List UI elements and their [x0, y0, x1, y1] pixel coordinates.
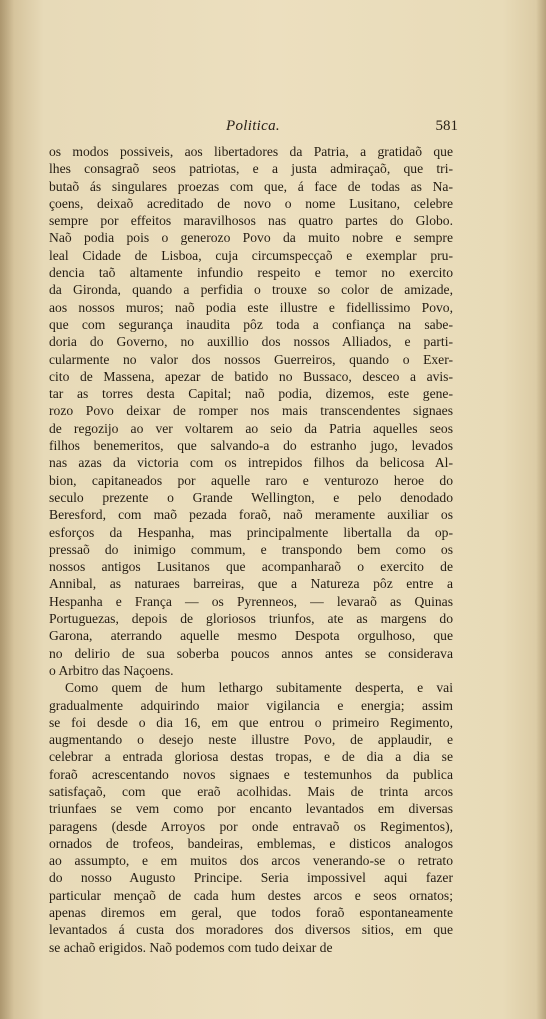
text-line: nossos antigos Lusitanos que acompanharaõ o exercito de: [49, 559, 453, 575]
paragraph: [49, 143, 453, 679]
text-line: Naõ podia pois o generozo Povo da muito nobre e sempre: [49, 230, 453, 246]
page-edge-shadow: [536, 0, 546, 1019]
text-line: seculo prezente o Grande Wellington, e pelo denodado: [49, 489, 453, 505]
text-line: ao assumpto, e em muitos dos arcos venerando-se o retrato: [49, 853, 453, 869]
text-line: Hespanha e França — os Pyrenneos, — levaraõ as Quinas: [49, 593, 453, 609]
text-line: çoens, deixaõ acreditado de novo o nome Lusitano, celebre: [49, 195, 453, 211]
page-number: 581: [435, 118, 458, 134]
text-line: filhos benemeritos, que salvando-a do estranho jugo, levados: [49, 438, 453, 454]
text-line: dencia taõ altamente infundio respeito e temor no exercito: [49, 265, 453, 281]
text-line: nas azas da victoria com os intrepidos filhos da belicosa Al-: [49, 455, 453, 471]
text-line: celebrar a entrada gloriosa destas tropas, e de dia a dia se: [49, 749, 453, 765]
text-line: gradualmente adquirindo maior vigilancia e energia; assim: [49, 697, 453, 713]
text-line: paragens (desde Arroyos por onde entravaõ os Regimentos),: [49, 818, 453, 834]
text-line: cito de Massena, apezar de batido no Bussaco, desceo a avis-: [49, 368, 453, 384]
text-line: se achaõ erigidos. Naõ podemos com tudo deixar de: [49, 939, 333, 955]
text-line: butaõ ás singulares proezas com que, á face de todas as Na-: [49, 178, 453, 194]
text-line: de regozijo ao ver voltarem ao seio da Patria aquelles seos: [49, 420, 453, 436]
text-line: aos nossos muros; naõ podia este illustre e fidellissimo Povo,: [49, 299, 453, 315]
text-line: no delirio de sua soberba poucos annos antes se considerava: [49, 645, 453, 661]
body-text: [49, 143, 453, 956]
text-line: sempre por effeitos maravilhosos nas quatro partes do Globo.: [49, 213, 453, 229]
text-line: que com segurança inaudita pôz toda a confiança na sabe-: [49, 316, 453, 332]
text-line: pressaõ do inimigo commum, e transpondo bem como os: [49, 541, 453, 557]
text-line: rozo Povo deixar de romper nos mais transcendentes signaes: [49, 403, 453, 419]
text-line: tar as torres desta Capital; naõ podia, dizemos, este gene-: [49, 386, 453, 402]
text-line: da Gironda, quando a perfidia o trouxe so color de amizade,: [49, 282, 453, 298]
text-line: particular mençaõ de cada hum destes arcos e seos ornatos;: [49, 887, 453, 903]
text-line: augmentando o desejo neste illustre Povo, de applaudir, e: [49, 732, 453, 748]
text-line: Beresford, com maõ pezada foraõ, naõ meramente auxiliar os: [49, 507, 453, 523]
text-line: bion, capitaneados por aquelle raro e venturozo heroe do: [49, 472, 453, 488]
page-header: [48, 118, 458, 140]
text-line: cularmente no valor dos nossos Guerreiros, quando o Exer-: [49, 351, 453, 367]
text-line: doria do Governo, no auxillio dos nossos Alliados, e parti-: [49, 334, 453, 350]
text-line: se foi desde o dia 16, em que entrou o primeiro Regimento,: [49, 714, 453, 730]
text-line: Annibal, as naturaes barreiras, que a Natureza pôz entre a: [49, 576, 453, 592]
text-line: leal Cidade de Lisboa, cuja circumspecçaõ e exemplar pru-: [49, 247, 453, 263]
text-line: satisfaçaõ, com que eraõ acolhidas. Mais de trinta arcos: [49, 783, 453, 799]
text-line: esforços da Hespanha, mas principalmente libertalla da op-: [49, 524, 453, 540]
text-line: triunfaes se vem como por encanto levantados em diversas: [49, 801, 453, 817]
text-line: levantados á custa dos moradores dos diversos sitios, em que: [49, 922, 453, 938]
text-line: os modos possiveis, aos libertadores da Patria, a gratidaõ que: [49, 144, 453, 159]
running-head: Politica.: [226, 118, 280, 134]
text-line: Como quem de hum lethargo subitamente desperta, e vai: [65, 680, 453, 696]
text-line: do nosso Augusto Principe. Seria impossivel aqui fazer: [49, 870, 453, 886]
text-line: apenas diremos em geral, que todos foraõ espontaneamente: [49, 905, 453, 921]
text-line: o Arbitro das Naçoens.: [49, 662, 174, 678]
paragraph: [49, 679, 453, 956]
page-gutter-shadow: [0, 0, 14, 1019]
text-line: foraõ acrescentando novos signaes e testemunhos da publica: [49, 766, 453, 782]
text-line: Garona, aterrando aquelle mesmo Despota orgulhoso, que: [49, 628, 453, 644]
text-line: ornados de trofeos, bandeiras, emblemas, e disticos analogos: [49, 835, 453, 851]
text-line: lhes consagraõ seos patriotas, e a justa admiraçaõ, que tri-: [49, 161, 453, 177]
text-line: Portuguezas, depois de gloriosos triunfos, ate as margens do: [49, 611, 453, 627]
